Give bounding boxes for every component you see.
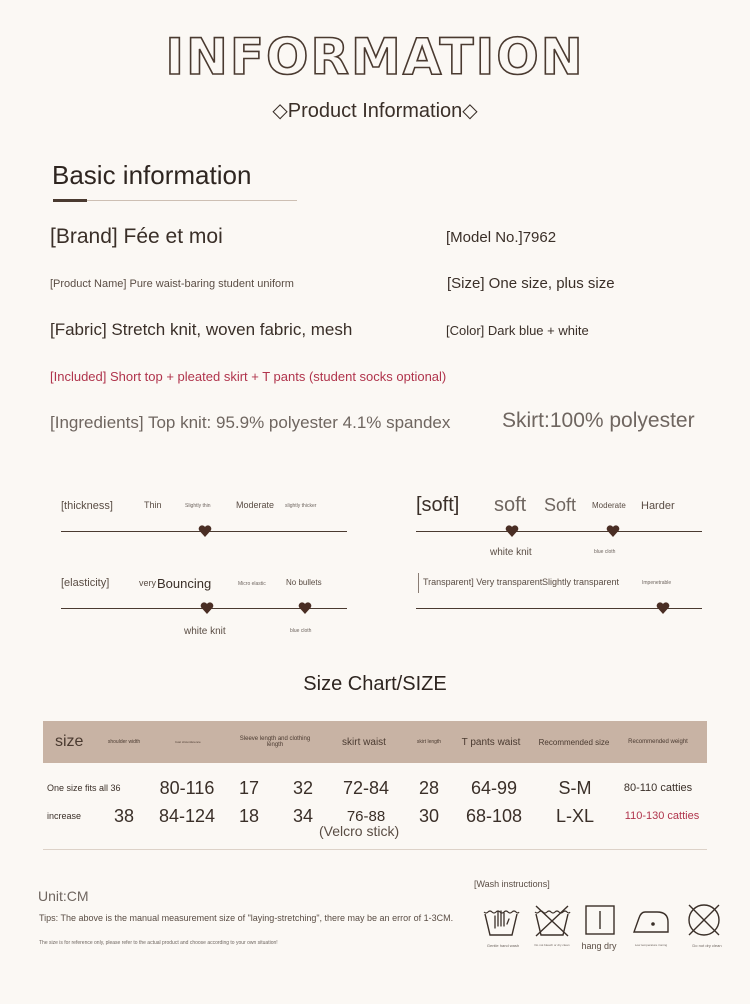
soft-label: [soft] xyxy=(416,494,460,516)
thickness-label: [thickness] xyxy=(61,500,113,512)
title-underline-accent xyxy=(53,199,87,202)
row1-rec-weight: 80-110 catties xyxy=(623,782,693,794)
size-text: [Size] One size, plus size xyxy=(447,275,615,292)
unit-text: Unit:CM xyxy=(38,888,89,904)
hang-dry-icon xyxy=(580,902,620,938)
row2-skirt-length: 30 xyxy=(418,805,440,826)
elasticity-marker-blue-cloth: blue cloth xyxy=(290,628,312,634)
ingredients-skirt-text: Skirt:100% polyester xyxy=(502,409,695,432)
tips-text: Tips: The above is the manual measurement size of "laying-stretching", there may be an error of 1-3CM. xyxy=(39,913,454,923)
wash-label-no-dry-clean: Do not dry clean xyxy=(692,943,722,948)
thickness-level-2: Slightly thin xyxy=(185,503,211,509)
row1-length: 32 xyxy=(292,777,314,798)
row2-rec-weight: 110-130 catties xyxy=(624,810,700,822)
elasticity-level-4: No bullets xyxy=(286,578,322,587)
transparent-heart-icon xyxy=(656,601,670,615)
soft-white-knit-heart-icon xyxy=(505,524,519,538)
included-text: [Included] Short top + pleated skirt + T pants (student socks optional) xyxy=(50,369,447,384)
transparent-label: Transparent] Very transparent xyxy=(423,577,543,587)
soft-scale-line xyxy=(416,531,702,532)
basic-info-title: Basic information xyxy=(52,160,252,190)
wash-label-hang-dry: hang dry xyxy=(581,941,617,951)
row2-t-pants: 68-108 xyxy=(465,805,523,826)
row1-bust: 80-116 xyxy=(159,777,215,798)
page-title: INFORMATION xyxy=(165,28,585,86)
title-underline xyxy=(53,200,297,201)
elasticity-level-2: Bouncing xyxy=(157,576,212,591)
wash-instructions-title: [Wash instructions] xyxy=(474,879,550,889)
color-text: [Color] Dark blue + white xyxy=(446,323,589,338)
row2-length: 34 xyxy=(292,805,314,826)
ingredients-top-text: [Ingredients] Top knit: 95.9% polyester 4.1% spandex xyxy=(50,413,451,432)
wash-label-hand-wash: Gentle hand wash xyxy=(486,943,520,948)
elasticity-white-knit-heart-icon xyxy=(200,601,214,615)
elasticity-marker-white-knit: white knit xyxy=(184,626,226,637)
soft-level-4: Harder xyxy=(641,500,675,512)
product-name-text: [Product Name] Pure waist-baring student uniform xyxy=(50,278,294,290)
table-row xyxy=(43,775,707,801)
row1-rec-size: S-M xyxy=(558,777,592,798)
no-tumble-dry-icon xyxy=(684,902,724,938)
thickness-level-4: slightly thicker xyxy=(285,503,317,509)
elasticity-label: [elasticity] xyxy=(61,577,110,589)
thickness-heart-icon xyxy=(198,524,212,538)
soft-level-1: soft xyxy=(494,494,527,516)
header-size: size xyxy=(55,733,84,750)
row2-sleeve: 18 xyxy=(238,805,260,826)
soft-marker-white-knit: white knit xyxy=(490,547,532,558)
elasticity-blue-cloth-heart-icon xyxy=(298,601,312,615)
row2-size: increase xyxy=(47,811,82,821)
iron-low-icon xyxy=(631,902,671,938)
row1-sleeve: 17 xyxy=(238,777,260,798)
elasticity-level-1: very xyxy=(139,578,157,588)
size-chart-header xyxy=(43,721,707,763)
row2-skirt-waist: 76-88 xyxy=(346,807,386,825)
model-text: [Model No.]7962 xyxy=(446,229,557,246)
brand-text: [Brand] Fée et moi xyxy=(50,225,223,248)
velcro-note: (Velcro stick) xyxy=(319,823,400,839)
fabric-text: [Fabric] Stretch knit, woven fabric, mesh xyxy=(50,320,353,339)
soft-level-3: Moderate xyxy=(592,501,626,510)
header-bust: bust circumference xyxy=(175,740,201,744)
row2-bust: 84-124 xyxy=(158,805,216,826)
thickness-level-1: Thin xyxy=(144,500,162,510)
soft-marker-blue-cloth: blue cloth xyxy=(594,549,616,555)
header-sleeve-length: Sleeve length and clothing length xyxy=(239,736,311,748)
hand-wash-icon xyxy=(481,902,521,938)
wash-label-iron: Low temperature ironing xyxy=(634,943,668,947)
header-recommended-size: Recommended size xyxy=(538,737,610,747)
elasticity-level-3: Micro elastic xyxy=(238,581,266,587)
row1-skirt-waist: 72-84 xyxy=(342,777,390,798)
thickness-level-3: Moderate xyxy=(236,500,275,510)
row2-rec-size: L-XL xyxy=(555,805,595,826)
header-skirt-length: skirt length xyxy=(416,739,442,745)
header-shoulder-width: shoulder width xyxy=(107,739,141,745)
soft-blue-cloth-heart-icon xyxy=(606,524,620,538)
no-bleach-icon xyxy=(532,902,572,938)
transparent-level-1: Slightly transparent xyxy=(542,577,620,587)
wash-label-no-bleach: Do not bleach or dry clean xyxy=(534,943,570,947)
table-bottom-divider xyxy=(43,849,707,850)
row1-t-pants: 64-99 xyxy=(470,777,518,798)
row2-shoulder: 38 xyxy=(113,805,135,826)
page-subtitle: ◇Product Information◇ xyxy=(272,100,478,122)
header-t-pants-waist: T pants waist xyxy=(461,736,521,748)
row1-skirt-length: 28 xyxy=(418,777,440,798)
header-skirt-waist: skirt waist xyxy=(342,736,386,748)
row1-size: One size fits all 36 xyxy=(47,783,121,793)
reference-text: The size is for reference only, please refer to the actual product and choose according to your own situation! xyxy=(39,940,278,946)
transparent-divider xyxy=(418,573,419,593)
transparent-level-2: Impenetrable xyxy=(642,580,672,586)
header-recommended-weight: Recommended weight xyxy=(628,739,688,745)
soft-level-2: Soft xyxy=(544,495,577,515)
size-chart-title: Size Chart/SIZE xyxy=(303,673,447,695)
